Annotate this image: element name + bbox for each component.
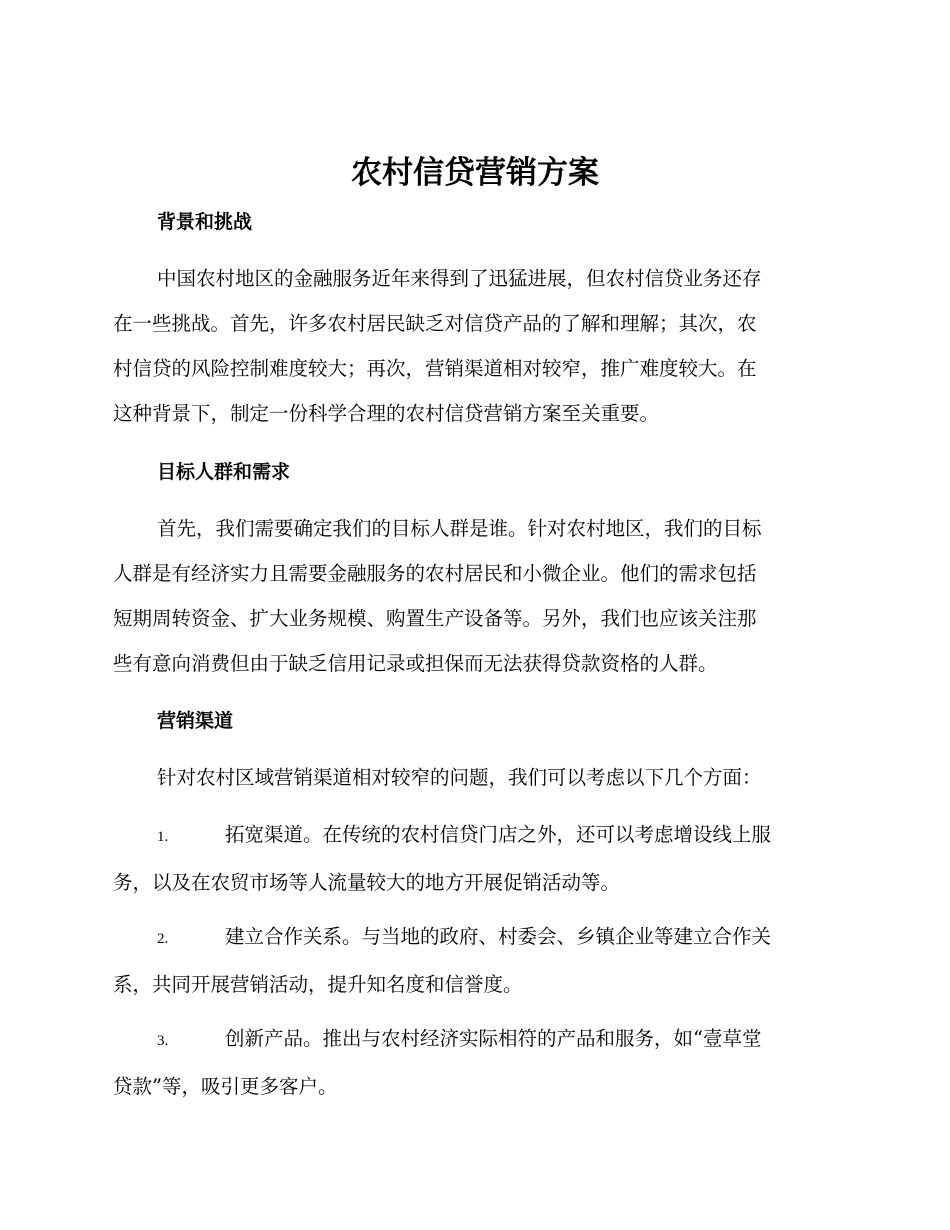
- list-item-line: 系，共同开展营销活动，提升知名度和信誉度。: [113, 973, 523, 996]
- list-item-line: 务，以及在农贸市场等人流量较大的地方开展促销活动等。: [113, 871, 621, 894]
- paragraph-line: 在一些挑战。首先，许多农村居民缺乏对信贷产品的了解和理解；其次，农: [113, 312, 757, 335]
- list-item: [113, 812, 833, 905]
- section-heading-background: 背景和挑战: [157, 211, 253, 233]
- section-heading-marketing-channels: 营销渠道: [157, 710, 234, 732]
- list-item: [113, 914, 833, 1007]
- paragraph-line: 首先，我们需要确定我们的目标人群是谁。针对农村地区，我们的目标: [157, 517, 762, 540]
- list-number: 3.: [157, 1033, 169, 1049]
- paragraph-line: 村信贷的风险控制难度较大；再次，营销渠道相对较窄，推广难度较大。在: [113, 357, 757, 380]
- paragraph-line: 这种背景下，制定一份科学合理的农村信贷营销方案至关重要。: [113, 402, 660, 425]
- section-paragraph-target-audience: [113, 506, 833, 686]
- section-heading-target-audience: 目标人群和需求: [157, 461, 291, 483]
- list-item-line: 3. 创新产品。推出与农村经济实际相符的产品和服务，如“壹草堂: [113, 1016, 833, 1064]
- list-number: 1.: [157, 829, 169, 845]
- list-item: [113, 1016, 833, 1109]
- document-title: 农村信贷营销方案: [351, 155, 599, 191]
- paragraph-line: 中国农村地区的金融服务近年来得到了迅猛进展，但农村信贷业务还存: [157, 267, 762, 290]
- paragraph-line: 人群是有经济实力且需要金融服务的农村居民和小微企业。他们的需求包括: [113, 562, 757, 585]
- paragraph-line: 短期周转资金、扩大业务规模、购置生产设备等。另外，我们也应该关注那: [113, 607, 757, 630]
- list-item-line: 2. 建立合作关系。与当地的政府、村委会、乡镇企业等建立合作关: [113, 914, 833, 962]
- list-item-line: 贷款”等，吸引更多客户。: [113, 1075, 338, 1098]
- section-paragraph-background: [113, 256, 833, 436]
- section-intro-marketing-channels: [113, 755, 833, 800]
- paragraph-line: 针对农村区域营销渠道相对较窄的问题，我们可以考虑以下几个方面：: [157, 766, 762, 789]
- list-number: 2.: [157, 931, 169, 947]
- paragraph-line: 些有意向消费但由于缺乏信用记录或担保而无法获得贷款资格的人群。: [113, 652, 718, 675]
- list-item-line: 1. 拓宽渠道。在传统的农村信贷门店之外，还可以考虑增设线上服: [113, 812, 833, 860]
